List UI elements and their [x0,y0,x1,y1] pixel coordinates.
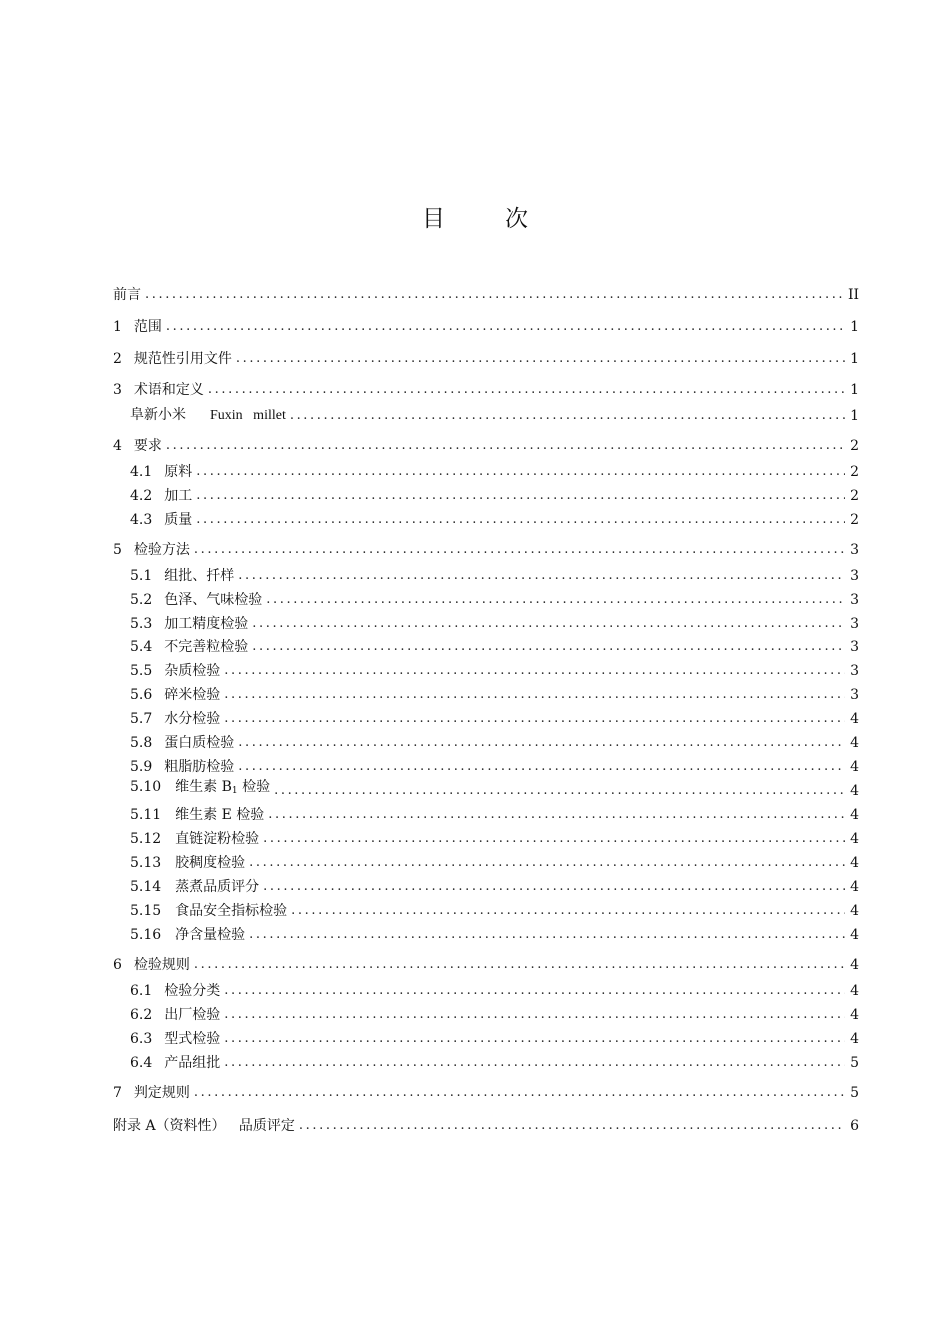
dot-leader [249,925,845,945]
toc-entry-label [130,590,262,610]
toc-entry[interactable] [113,436,859,456]
toc-entry[interactable] [130,1005,859,1025]
toc-entry-label [130,877,259,897]
toc-entry-label [130,661,220,681]
dot-leader [196,462,845,482]
dot-leader [208,380,845,400]
toc-entry-label [113,317,162,337]
toc-entry-text: 检验分类 [164,983,221,999]
dot-leader [238,566,845,586]
toc-entry-text: 组批、扦样 [164,568,235,584]
toc-entry-text: 出厂检验 [164,1007,221,1023]
toc-entry-page: 4 [850,983,859,999]
toc-entry-subscript: 1 [231,786,238,796]
dot-leader [224,1005,845,1025]
toc-entry-text: 水分检验 [164,711,221,727]
toc-entry-text: 型式检验 [164,1031,221,1047]
toc-entry[interactable] [113,380,859,400]
toc-entry-text: 检验规则 [133,957,190,973]
toc-entry-number: 6.3 [130,1031,153,1047]
dot-leader [224,1029,845,1049]
dot-leader [249,853,845,873]
toc-entry[interactable] [130,757,859,777]
toc-entry-label [130,462,192,482]
dot-leader [291,901,845,921]
toc-entry-label [113,436,162,456]
toc-entry-text: 检验方法 [133,542,190,558]
toc-entry[interactable] [130,462,859,482]
toc-entry-text: 要求 [133,438,162,454]
toc-entry[interactable] [130,685,859,705]
toc-entry-page: II [847,287,859,303]
toc-entry-text: 维生素 E 检验 [175,807,265,823]
toc-entry[interactable] [130,829,859,849]
toc-entry-label [130,925,245,945]
title-char-1: 目 [422,206,445,232]
toc-entry-text-suffix: 检验 [237,779,271,795]
toc-entry-text: 规范性引用文件 [133,351,232,367]
toc-entry-page: 4 [850,783,859,799]
dot-leader [166,317,845,337]
toc-entry[interactable] [130,590,859,610]
toc-entry-label [130,614,248,634]
toc-entry-page: 1 [850,382,859,398]
toc-entry-label [130,637,248,657]
toc-entry[interactable] [130,1053,859,1073]
toc-entry-text: 加工 [164,488,193,504]
toc-entry-text: 胶稠度检验 [175,855,246,871]
toc-entry-number: 5.9 [130,759,153,775]
toc-entry-text: 不完善粒检验 [164,639,249,655]
toc-entry-number: 5 [113,542,122,558]
toc-entry-page: 3 [850,592,859,608]
toc-entry-page: 1 [850,408,859,424]
toc-entry-page: 3 [850,687,859,703]
toc-entry-label [130,405,286,426]
toc-entry[interactable] [130,510,859,530]
toc-entry-page: 6 [850,1118,859,1134]
toc-entry-page: 4 [850,735,859,751]
toc-entry-page: 3 [850,639,859,655]
toc-entry[interactable] [130,733,859,753]
toc-entry[interactable] [130,614,859,634]
toc-entry-page: 4 [850,1031,859,1047]
dot-leader [274,781,845,801]
toc-entry[interactable] [130,877,859,897]
toc-entry-text: 食品安全指标检验 [175,903,288,919]
toc-entry-number: 4.3 [130,512,153,528]
toc-entry-text: 产品组批 [164,1055,221,1071]
toc-entry-text: 阜新小米 [130,407,186,423]
dot-leader [290,406,845,426]
toc-entry-label [130,1029,220,1049]
toc-entry-label [130,510,192,530]
title-char-2: 次 [505,206,528,232]
toc-entry-page: 2 [850,512,859,528]
toc-entry[interactable] [130,1029,859,1049]
toc-entry-text: 质量 [164,512,193,528]
toc-entry-number: 5.2 [130,592,153,608]
dot-leader [236,349,845,369]
toc-entry-text: 色泽、气味检验 [164,592,263,608]
dot-leader [194,540,845,560]
toc-entry-label [130,981,220,1001]
dot-leader [299,1116,845,1136]
toc-entry-number: 5.3 [130,616,153,632]
toc-entry-number: 5.11 [130,807,162,823]
dot-leader [224,1053,845,1073]
toc-entry-text: 术语和定义 [133,382,204,398]
toc-entry-number: 5.14 [130,879,162,895]
toc-entry-number: 5.16 [130,927,162,943]
toc-entry-page: 3 [850,542,859,558]
dot-leader [196,486,845,506]
toc-entry-text: 加工精度检验 [164,616,249,632]
dot-leader [263,829,845,849]
toc-entry[interactable] [130,661,859,681]
dot-leader [266,590,845,610]
dot-leader [238,757,845,777]
toc-entry[interactable] [113,540,859,560]
toc-entry-label [130,757,234,777]
toc-entry-english: Fuxin millet [210,408,286,423]
toc-entry-label [130,733,234,753]
toc-entry-text: 前言 [113,287,141,303]
toc-entry[interactable] [130,981,859,1001]
toc-entry-label [130,777,270,801]
toc-entry[interactable] [130,853,859,873]
dot-leader [145,285,844,305]
dot-leader [224,685,845,705]
page-title [0,200,950,233]
toc-entry-number: 4.2 [130,488,153,504]
toc-entry-label [130,805,264,825]
toc-entry-text: 维生素 B [175,779,232,795]
toc-entry-page: 3 [850,616,859,632]
toc-entry-page: 4 [850,903,859,919]
toc-entry-text: 蛋白质检验 [164,735,235,751]
dot-leader [252,637,845,657]
toc-entry-label [113,1083,190,1103]
toc-entry-number: 5.7 [130,711,153,727]
toc-entry-label [113,955,190,975]
dot-leader [252,614,845,634]
toc-entry[interactable] [130,566,859,586]
toc-entry-number: 5.6 [130,687,153,703]
toc-entry-number: 3 [113,382,122,398]
toc-entry-page: 5 [850,1085,859,1101]
toc-entry[interactable] [130,637,859,657]
toc-entry-number: 1 [113,319,122,335]
toc-entry-number: 5.8 [130,735,153,751]
toc-entry-page: 4 [850,879,859,895]
toc-entry-number: 6.1 [130,983,153,999]
dot-leader [268,805,845,825]
toc-entry-text: 判定规则 [133,1085,190,1101]
toc-entry-number: 6.2 [130,1007,153,1023]
toc-entry[interactable] [130,709,859,729]
dot-leader [224,981,845,1001]
toc-entry-text: 附录 A（资料性） 品质评定 [113,1118,295,1134]
toc-entry-text: 原料 [164,464,193,480]
toc-entry[interactable] [130,486,859,506]
toc-entry-page: 4 [850,759,859,775]
toc-entry-label [113,540,190,560]
toc-entry[interactable] [130,406,859,426]
dot-leader [224,661,845,681]
dot-leader [194,955,845,975]
toc-entry-label [113,1116,295,1136]
toc-entry-page: 2 [850,488,859,504]
toc-entry-number: 2 [113,351,122,367]
toc-entry-page: 1 [850,319,859,335]
toc-entry[interactable] [113,285,859,305]
toc-entry-number: 4 [113,438,122,454]
toc-entry-text: 粗脂肪检验 [164,759,235,775]
toc-entry-number: 5.5 [130,663,153,679]
toc-entry[interactable] [130,925,859,945]
dot-leader [263,877,845,897]
toc-entry-label [130,901,287,921]
toc-entry-label [130,1053,220,1073]
toc-entry-number: 5.10 [130,779,162,795]
toc-entry-page: 4 [850,927,859,943]
toc-entry-number: 6.4 [130,1055,153,1071]
toc-entry-page: 4 [850,1007,859,1023]
toc-entry[interactable] [130,805,859,825]
toc-entry-label [130,566,234,586]
toc-entry[interactable] [113,955,859,975]
dot-leader [224,709,845,729]
toc-entry-label [130,853,245,873]
toc-entry-number: 5.4 [130,639,153,655]
toc-entry-number: 4.1 [130,464,153,480]
toc-entry[interactable] [130,901,859,921]
toc-entry-label [130,829,259,849]
toc-entry-text: 直链淀粉检验 [175,831,260,847]
toc-entry-text: 蒸煮品质评分 [175,879,260,895]
toc-entry-label [130,486,192,506]
toc-entry-page: 1 [850,351,859,367]
dot-leader [196,510,845,530]
toc-entry-text: 碎米检验 [164,687,221,703]
toc-entry-label [130,685,220,705]
toc-entry-number: 6 [113,957,122,973]
toc-entry-page: 2 [850,464,859,480]
toc-entry[interactable] [130,781,859,801]
toc-entry-page: 4 [850,957,859,973]
toc-entry-page: 3 [850,663,859,679]
toc-entry-number: 5.13 [130,855,162,871]
toc-entry-label [130,709,220,729]
toc-entry[interactable] [113,317,859,337]
toc-entry-text: 净含量检验 [175,927,246,943]
toc-entry-page: 4 [850,711,859,727]
dot-leader [238,733,845,753]
toc-entry-label [113,349,232,369]
toc-entry-page: 2 [850,438,859,454]
dot-leader [166,436,845,456]
toc-entry-number: 5.12 [130,831,162,847]
toc-entry-text: 杂质检验 [164,663,221,679]
toc-entry-page: 4 [850,831,859,847]
toc-entry-number: 5.15 [130,903,162,919]
toc-entry-label [130,1005,220,1025]
toc-entry-page: 4 [850,807,859,823]
toc-entry-page: 5 [850,1055,859,1071]
toc-entry-page: 3 [850,568,859,584]
dot-leader [194,1083,845,1103]
toc-entry[interactable] [113,1116,859,1136]
toc-entry-text: 范围 [133,319,162,335]
toc-entry-page: 4 [850,855,859,871]
toc-entry-number: 7 [113,1085,122,1101]
toc-entry-label [113,285,141,305]
toc-entry[interactable] [113,349,859,369]
toc-entry-label [113,380,204,400]
toc-entry-number: 5.1 [130,568,153,584]
toc-entry[interactable] [113,1083,859,1103]
